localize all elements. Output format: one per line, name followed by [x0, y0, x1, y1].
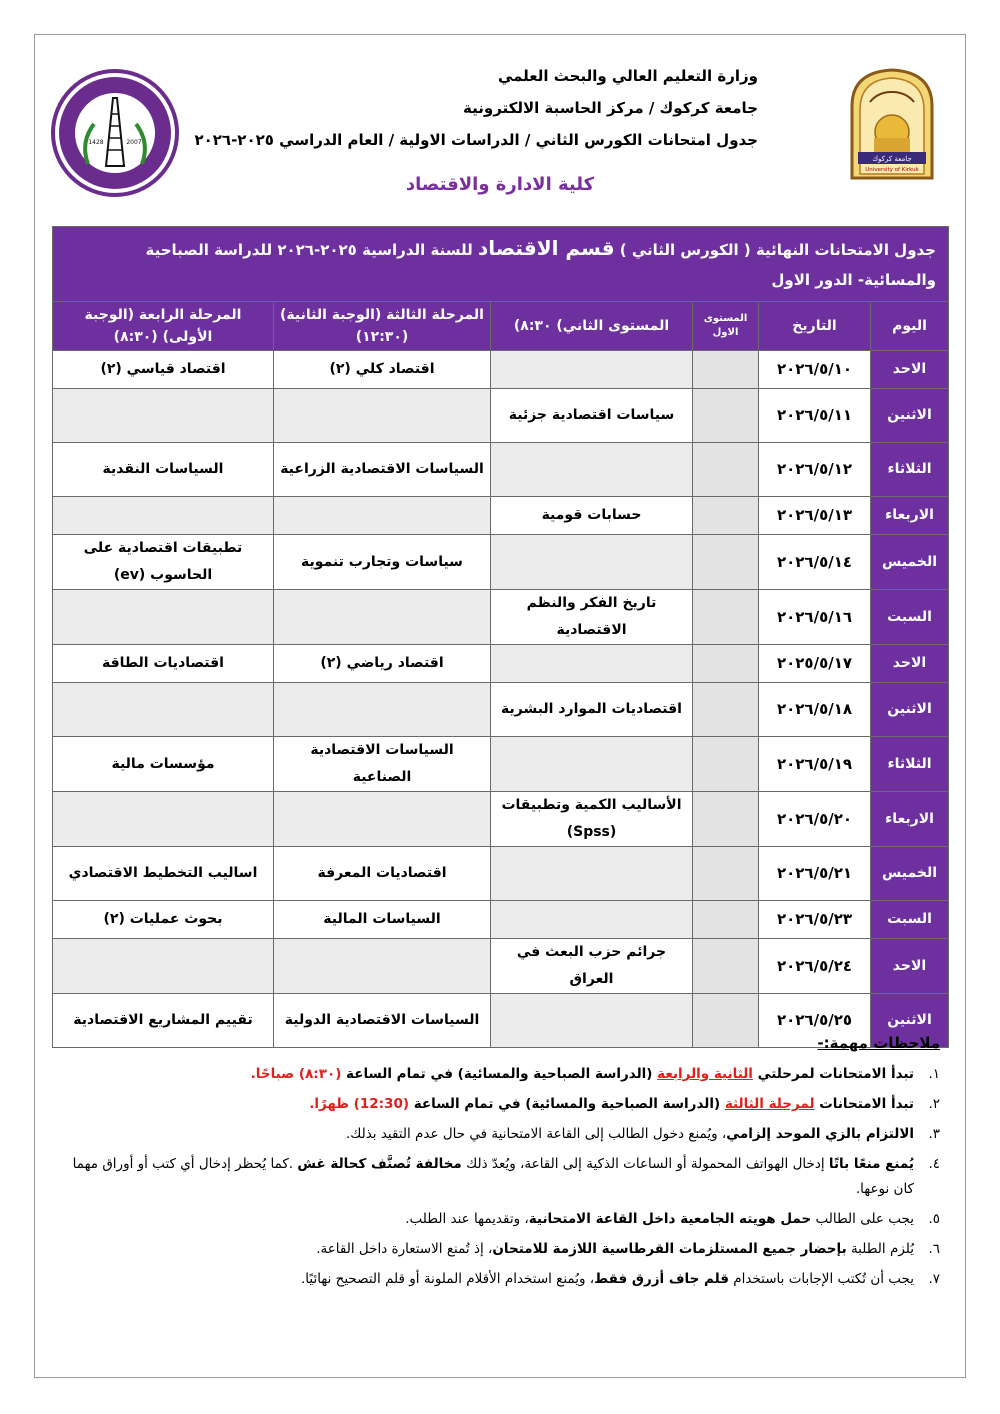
stage3-cell: اقتصاد كلي (٢) [274, 351, 491, 389]
level2-cell: تاريخ الفكر والنظم الاقتصادية [491, 590, 693, 645]
stage4-cell [53, 792, 274, 847]
date-cell: ٢٠٢٦/٥/٢٠ [759, 792, 871, 847]
notes-title: ملاحظات مهمة:- [817, 1034, 940, 1052]
stage3-cell [274, 939, 491, 994]
level1-cell [693, 443, 759, 497]
note-emphasis: الالتزام بالزي الموحد إلزامي [726, 1126, 914, 1142]
note-text: ، ويُمنع دخول الطالب إلى القاعة الامتحانية في حال عدم التقيد بذلك. [345, 1126, 727, 1142]
schedule-title-line: جدول امتحانات الكورس الثاني / الدراسات الاولية / العام الدراسي ٢٠٢٥-٢٠٢٦ [194, 131, 758, 149]
stage3-cell: السياسات الاقتصادية الدولية [274, 994, 491, 1048]
table-row [53, 683, 949, 737]
level1-cell [693, 590, 759, 645]
stage3-cell: السياسات المالية [274, 901, 491, 939]
table-row [53, 389, 949, 443]
level2-cell [491, 443, 693, 497]
note-text: ، وتقديمها عند الطلب. [405, 1211, 529, 1227]
note-time: (12:30) ظهرًا. [309, 1096, 410, 1112]
table-row [53, 497, 949, 535]
level2-cell [491, 737, 693, 792]
seal-year-right: 2007 [126, 139, 142, 146]
date-cell: ٢٠٢٦/٥/١٩ [759, 737, 871, 792]
table-row [53, 901, 949, 939]
stage3-cell [274, 389, 491, 443]
level1-cell [693, 792, 759, 847]
date-cell: ٢٠٢٦/٥/٢١ [759, 847, 871, 901]
stage3-cell: السياسات الاقتصادية الزراعية [274, 443, 491, 497]
notes-section [62, 1034, 940, 1297]
stage4-cell: تطبيقات اقتصادية على الحاسوب (ev) [53, 535, 274, 590]
level2-cell: الأساليب الكمية وتطبيقات (Spss) [491, 792, 693, 847]
date-cell: ٢٠٢٦/٥/٢٤ [759, 939, 871, 994]
date-cell: ٢٠٢٥/٥/١٧ [759, 645, 871, 683]
level2-cell: سياسات اقتصادية جزئية [491, 389, 693, 443]
stage4-cell [53, 497, 274, 535]
stage4-cell: اقتصاد قياسي (٢) [53, 351, 274, 389]
date-cell: ٢٠٢٦/٥/١٣ [759, 497, 871, 535]
university-line: جامعة كركوك / مركز الحاسبة الالكترونية [463, 99, 758, 117]
exam-schedule-table [52, 226, 949, 1048]
col-stage4: المرحلة الرابعة (الوجبة الأولى) (٨:٣٠) [53, 302, 274, 351]
date-cell: ٢٠٢٦/٥/٢٥ [759, 994, 871, 1048]
schedule-body [53, 351, 949, 1048]
stage4-cell: السياسات النقدية [53, 443, 274, 497]
note-emphasis: يُمنع منعًا باتًا [828, 1156, 914, 1172]
stage3-cell: اقتصاديات المعرفة [274, 847, 491, 901]
day-cell: الاحد [871, 351, 949, 389]
day-cell: السبت [871, 901, 949, 939]
note-highlight: الثانية والرابعة [657, 1066, 753, 1082]
col-date: التاريخ [759, 302, 871, 351]
notes-list [62, 1062, 940, 1292]
level1-cell [693, 683, 759, 737]
date-cell: ٢٠٢٦/٥/١٢ [759, 443, 871, 497]
note-highlight: لمرحلة الثالثة [724, 1096, 815, 1112]
level1-cell [693, 737, 759, 792]
stage3-cell: السياسات الاقتصادية الصناعية [274, 737, 491, 792]
stage3-cell [274, 590, 491, 645]
table-row [53, 645, 949, 683]
stage3-cell [274, 497, 491, 535]
table-row [53, 351, 949, 389]
stage4-cell [53, 683, 274, 737]
table-banner [53, 227, 949, 302]
logo-english-text: University of Kirkuk [865, 167, 919, 173]
table-row [53, 443, 949, 497]
document-header [34, 60, 966, 210]
col-level1: المستوى الاول [693, 302, 759, 351]
level1-cell [693, 901, 759, 939]
table-row [53, 535, 949, 590]
note-emphasis: مخالفة تُصنَّف كحالة غش [297, 1156, 462, 1172]
note-text: ، إذ تُمنع الاستعارة داخل القاعة. [316, 1241, 493, 1257]
col-stage3: المرحلة الثالثة (الوجبة الثانية) (١٢:٣٠) [274, 302, 491, 351]
level1-cell [693, 497, 759, 535]
day-cell: الاثنين [871, 683, 949, 737]
header-text-block [194, 60, 758, 156]
seal-year-left: 1428 [88, 139, 104, 146]
stage4-cell [53, 590, 274, 645]
day-cell: الاربعاء [871, 792, 949, 847]
date-cell: ٢٠٢٦/٥/١٦ [759, 590, 871, 645]
day-cell: الخميس [871, 847, 949, 901]
level1-cell [693, 351, 759, 389]
level1-cell [693, 939, 759, 994]
note-text: تبدأ الامتحانات لمرحلتي [752, 1066, 914, 1082]
table-row [53, 939, 949, 994]
date-cell: ٢٠٢٦/٥/٢٣ [759, 901, 871, 939]
level1-cell [693, 535, 759, 590]
day-cell: السبت [871, 590, 949, 645]
day-cell: الثلاثاء [871, 737, 949, 792]
note-emphasis: بإحضار جميع المستلزمات القرطاسية اللازمة للامتحان [492, 1241, 847, 1257]
note-number: ٢. [928, 1096, 940, 1112]
day-cell: الاثنين [871, 994, 949, 1048]
note-text: (الدراسة الصباحية والمسائية) في تمام الساعة [409, 1096, 725, 1112]
stage3-cell [274, 792, 491, 847]
date-cell: ٢٠٢٦/٥/١٠ [759, 351, 871, 389]
stage4-cell: اقتصاديات الطاقة [53, 645, 274, 683]
day-cell: الاثنين [871, 389, 949, 443]
col-day: اليوم [871, 302, 949, 351]
note-item-5 [62, 1207, 940, 1232]
note-text: ، ويُمنع استخدام الأقلام الملونة أو قلم التصحيح نهائيًا. [301, 1271, 595, 1287]
note-text: يُلزم الطلبة [846, 1241, 914, 1257]
note-emphasis: قلم جاف أزرق فقط [594, 1271, 729, 1287]
note-number: ٣. [928, 1126, 940, 1142]
stage4-cell: تقييم المشاريع الاقتصادية [53, 994, 274, 1048]
day-cell: الثلاثاء [871, 443, 949, 497]
level1-cell [693, 645, 759, 683]
note-text: إدخال الهواتف المحمولة أو الساعات الذكية إلى القاعة، ويُعدّ ذلك [461, 1156, 829, 1172]
stage4-cell [53, 939, 274, 994]
table-row [53, 847, 949, 901]
date-cell: ٢٠٢٦/٥/١٤ [759, 535, 871, 590]
stage3-cell: سياسات وتجارب تنموية [274, 535, 491, 590]
level2-cell [491, 645, 693, 683]
university-of-kirkuk-logo [844, 66, 940, 182]
note-number: ١. [928, 1066, 940, 1082]
day-cell: الاحد [871, 939, 949, 994]
note-item-6 [62, 1237, 940, 1262]
level2-cell [491, 901, 693, 939]
col-level2: المستوى الثاني) ٨:٣٠) [491, 302, 693, 351]
stage3-cell [274, 683, 491, 737]
note-time: (٨:٣٠) صباحًا. [250, 1066, 342, 1082]
banner-part2: للسنة الدراسية ٢٠٢٥-٢٠٢٦ للدراسة الصباحية والمسائية- الدور الاول [145, 241, 936, 289]
day-cell: الخميس [871, 535, 949, 590]
note-text: .كما يُحظر إدخال أي كتب أو أوراق مهما كان نوعها. [72, 1156, 914, 1197]
stage4-cell: اساليب التخطيط الاقتصادي [53, 847, 274, 901]
note-text: يجب أن تُكتب الإجابات باستخدام [728, 1271, 914, 1287]
banner-department: قسم الاقتصاد [477, 236, 615, 260]
level1-cell [693, 389, 759, 443]
logo-arabic-text: جامعة كركوك [872, 155, 912, 163]
college-title: كلية الادارة والاقتصاد [405, 174, 595, 195]
table-row [53, 792, 949, 847]
note-text: (الدراسة الصباحية والمسائية) في تمام الساعة [341, 1066, 658, 1082]
table-row [53, 590, 949, 645]
day-cell: الاربعاء [871, 497, 949, 535]
level2-cell [491, 535, 693, 590]
level2-cell [491, 351, 693, 389]
note-item-7 [62, 1267, 940, 1292]
banner-part1: جدول الامتحانات النهائية ( الكورس الثاني ) [619, 241, 936, 259]
stage4-cell: بحوث عمليات (٢) [53, 901, 274, 939]
note-text: تبدأ الامتحانات [814, 1096, 914, 1112]
day-cell: الاحد [871, 645, 949, 683]
note-text: يجب على الطالب [811, 1211, 914, 1227]
stage3-cell: اقتصاد رياضي (٢) [274, 645, 491, 683]
note-number: ٧. [928, 1271, 940, 1287]
note-emphasis: حمل هويته الجامعية داخل القاعة الامتحانية [528, 1211, 812, 1227]
note-number: ٤. [928, 1156, 940, 1172]
note-number: ٥. [928, 1211, 940, 1227]
level2-cell: جرائم حزب البعث في العراق [491, 939, 693, 994]
level1-cell [693, 847, 759, 901]
note-item-2 [62, 1092, 940, 1117]
note-item-4 [62, 1152, 940, 1202]
level2-cell: حسابات قومية [491, 497, 693, 535]
table-row [53, 737, 949, 792]
stage4-cell [53, 389, 274, 443]
date-cell: ٢٠٢٦/٥/١١ [759, 389, 871, 443]
college-seal-logo [50, 68, 180, 198]
stage4-cell: مؤسسات مالية [53, 737, 274, 792]
level2-cell [491, 847, 693, 901]
level2-cell: اقتصاديات الموارد البشرية [491, 683, 693, 737]
note-number: ٦. [928, 1241, 940, 1257]
note-item-1 [62, 1062, 940, 1087]
date-cell: ٢٠٢٦/٥/١٨ [759, 683, 871, 737]
note-item-3 [62, 1122, 940, 1147]
ministry-line: وزارة التعليم العالي والبحث العلمي [497, 67, 758, 85]
